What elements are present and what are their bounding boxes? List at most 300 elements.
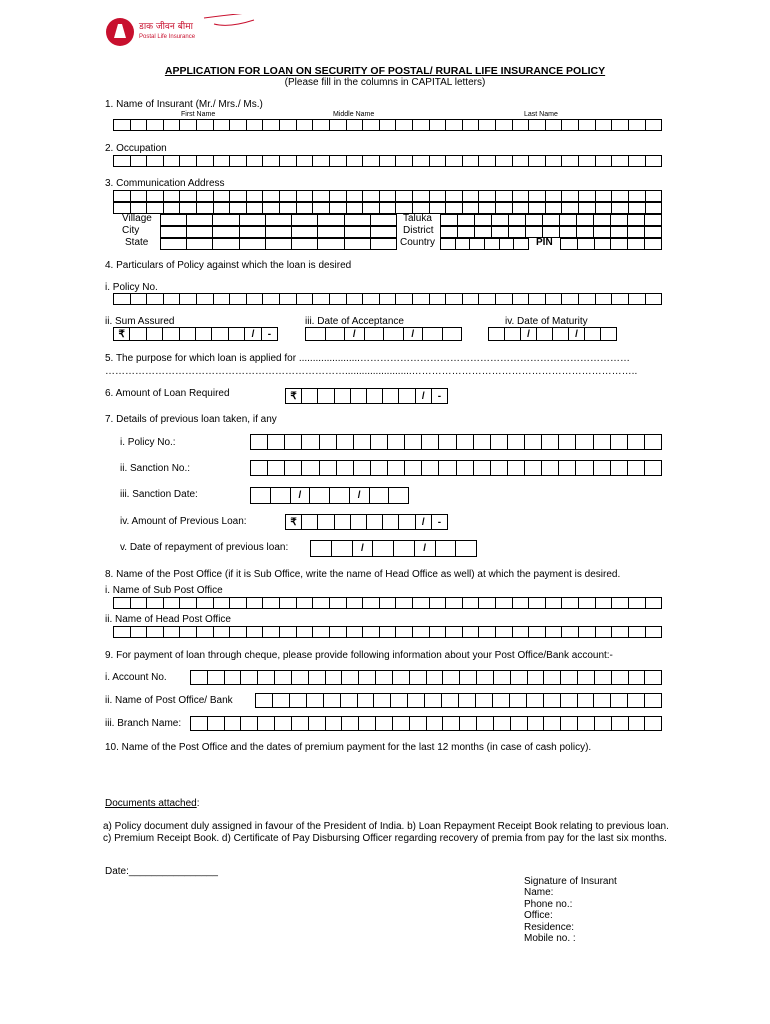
input-box[interactable] bbox=[436, 540, 457, 557]
input-box[interactable] bbox=[114, 293, 131, 305]
input-box[interactable] bbox=[513, 597, 530, 609]
input-box[interactable] bbox=[285, 460, 302, 476]
input-box[interactable] bbox=[513, 155, 530, 167]
input-box[interactable] bbox=[363, 119, 380, 131]
input-box[interactable] bbox=[208, 716, 225, 731]
input-box[interactable] bbox=[594, 460, 611, 476]
input-box[interactable] bbox=[561, 716, 578, 731]
input-box[interactable] bbox=[559, 434, 576, 450]
input-box[interactable] bbox=[380, 119, 397, 131]
input-box[interactable] bbox=[309, 670, 326, 685]
input-box[interactable] bbox=[363, 190, 380, 202]
input-box[interactable] bbox=[460, 670, 477, 685]
input-box[interactable]: / bbox=[291, 487, 311, 504]
input-box[interactable] bbox=[500, 238, 515, 250]
input-box[interactable] bbox=[441, 238, 456, 250]
input-box[interactable] bbox=[629, 155, 646, 167]
input-box[interactable] bbox=[459, 693, 476, 708]
input-box[interactable] bbox=[180, 155, 197, 167]
input-box[interactable] bbox=[491, 460, 508, 476]
input-box[interactable] bbox=[491, 434, 508, 450]
input-box[interactable] bbox=[371, 434, 388, 450]
input-box[interactable] bbox=[425, 693, 442, 708]
input-box[interactable] bbox=[358, 693, 375, 708]
input-box[interactable] bbox=[365, 327, 385, 341]
prev-loan-amount-boxes[interactable] bbox=[285, 514, 448, 530]
input-box[interactable] bbox=[405, 434, 422, 450]
occupation-boxes[interactable] bbox=[113, 155, 662, 167]
input-box[interactable]: ₹ bbox=[286, 514, 302, 530]
input-box[interactable] bbox=[147, 155, 164, 167]
input-box[interactable] bbox=[345, 238, 371, 250]
input-box[interactable] bbox=[542, 460, 559, 476]
address-line1-boxes[interactable] bbox=[113, 190, 662, 202]
input-box[interactable] bbox=[430, 119, 447, 131]
input-box[interactable] bbox=[180, 202, 197, 214]
input-box[interactable] bbox=[496, 202, 513, 214]
input-box[interactable] bbox=[114, 155, 131, 167]
input-box[interactable] bbox=[528, 716, 545, 731]
input-box[interactable] bbox=[347, 119, 364, 131]
input-box[interactable] bbox=[359, 716, 376, 731]
input-box[interactable] bbox=[292, 238, 318, 250]
input-box[interactable] bbox=[579, 202, 596, 214]
input-box[interactable] bbox=[258, 716, 275, 731]
input-box[interactable] bbox=[164, 597, 181, 609]
input-box[interactable] bbox=[240, 226, 266, 238]
input-box[interactable] bbox=[629, 626, 646, 638]
input-box[interactable] bbox=[475, 226, 492, 238]
input-box[interactable] bbox=[576, 434, 593, 450]
input-box[interactable] bbox=[513, 293, 530, 305]
input-box[interactable] bbox=[494, 670, 511, 685]
input-box[interactable] bbox=[646, 155, 663, 167]
input-box[interactable] bbox=[460, 716, 477, 731]
input-box[interactable] bbox=[318, 388, 334, 404]
input-box[interactable] bbox=[496, 119, 513, 131]
input-box[interactable] bbox=[363, 155, 380, 167]
input-box[interactable] bbox=[493, 693, 510, 708]
input-box[interactable] bbox=[562, 626, 579, 638]
input-box[interactable] bbox=[302, 388, 318, 404]
input-box[interactable] bbox=[180, 119, 197, 131]
input-box[interactable] bbox=[430, 597, 447, 609]
input-box[interactable] bbox=[363, 597, 380, 609]
input-box[interactable] bbox=[596, 202, 613, 214]
input-box[interactable] bbox=[363, 626, 380, 638]
input-box[interactable] bbox=[354, 460, 371, 476]
input-box[interactable] bbox=[285, 434, 302, 450]
input-box[interactable] bbox=[601, 327, 617, 341]
input-box[interactable] bbox=[470, 238, 485, 250]
input-box[interactable] bbox=[292, 670, 309, 685]
input-box[interactable] bbox=[147, 597, 164, 609]
input-box[interactable] bbox=[131, 626, 148, 638]
input-box[interactable] bbox=[562, 155, 579, 167]
input-box[interactable] bbox=[229, 327, 245, 341]
input-box[interactable] bbox=[332, 540, 353, 557]
input-box[interactable] bbox=[509, 226, 526, 238]
input-box[interactable] bbox=[594, 693, 611, 708]
input-box[interactable] bbox=[164, 293, 181, 305]
input-box[interactable]: / bbox=[353, 540, 374, 557]
input-box[interactable] bbox=[546, 626, 563, 638]
input-box[interactable] bbox=[131, 155, 148, 167]
input-box[interactable]: ₹ bbox=[114, 327, 130, 341]
input-box[interactable] bbox=[180, 597, 197, 609]
input-box[interactable] bbox=[324, 693, 341, 708]
input-box[interactable] bbox=[380, 190, 397, 202]
input-box[interactable] bbox=[163, 327, 179, 341]
input-box[interactable] bbox=[612, 626, 629, 638]
input-box[interactable] bbox=[546, 597, 563, 609]
input-box[interactable] bbox=[561, 670, 578, 685]
input-box[interactable] bbox=[363, 293, 380, 305]
input-box[interactable] bbox=[492, 226, 509, 238]
sub-post-office-boxes[interactable] bbox=[113, 597, 662, 609]
input-box[interactable]: / bbox=[350, 487, 370, 504]
input-box[interactable] bbox=[442, 693, 459, 708]
input-box[interactable] bbox=[496, 626, 513, 638]
input-box[interactable] bbox=[413, 119, 430, 131]
input-box[interactable] bbox=[559, 460, 576, 476]
input-box[interactable] bbox=[318, 238, 344, 250]
input-box[interactable] bbox=[373, 540, 394, 557]
input-box[interactable] bbox=[330, 119, 347, 131]
taluka-boxes[interactable] bbox=[440, 214, 662, 226]
input-box[interactable] bbox=[268, 460, 285, 476]
input-box[interactable] bbox=[330, 202, 347, 214]
input-box[interactable] bbox=[595, 670, 612, 685]
input-box[interactable] bbox=[477, 670, 494, 685]
input-box[interactable] bbox=[562, 293, 579, 305]
input-box[interactable] bbox=[443, 670, 460, 685]
input-box[interactable] bbox=[585, 327, 601, 341]
input-box[interactable] bbox=[367, 388, 383, 404]
input-box[interactable] bbox=[247, 119, 264, 131]
input-box[interactable] bbox=[313, 293, 330, 305]
input-box[interactable] bbox=[413, 293, 430, 305]
input-box[interactable] bbox=[191, 716, 208, 731]
input-box[interactable] bbox=[594, 434, 611, 450]
input-box[interactable] bbox=[496, 190, 513, 202]
input-box[interactable] bbox=[114, 119, 131, 131]
input-box[interactable] bbox=[263, 626, 280, 638]
branch-name-boxes[interactable] bbox=[190, 716, 662, 731]
input-box[interactable] bbox=[214, 293, 231, 305]
input-box[interactable] bbox=[196, 327, 212, 341]
input-box[interactable] bbox=[273, 693, 290, 708]
input-box[interactable] bbox=[410, 716, 427, 731]
input-box[interactable] bbox=[612, 190, 629, 202]
input-box[interactable] bbox=[313, 155, 330, 167]
date-maturity-boxes[interactable] bbox=[488, 327, 617, 341]
input-box[interactable] bbox=[376, 716, 393, 731]
input-box[interactable] bbox=[596, 597, 613, 609]
input-box[interactable] bbox=[611, 226, 628, 238]
input-box[interactable] bbox=[430, 293, 447, 305]
input-box[interactable] bbox=[297, 597, 314, 609]
state-boxes[interactable] bbox=[160, 238, 397, 250]
input-box[interactable] bbox=[396, 597, 413, 609]
input-box[interactable] bbox=[302, 460, 319, 476]
input-box[interactable] bbox=[396, 155, 413, 167]
input-box[interactable] bbox=[330, 626, 347, 638]
input-box[interactable] bbox=[230, 155, 247, 167]
input-box[interactable] bbox=[546, 293, 563, 305]
input-box[interactable] bbox=[396, 293, 413, 305]
input-box[interactable] bbox=[457, 460, 474, 476]
input-box[interactable] bbox=[131, 119, 148, 131]
input-box[interactable] bbox=[537, 327, 553, 341]
input-box[interactable] bbox=[268, 434, 285, 450]
input-box[interactable] bbox=[578, 693, 595, 708]
input-box[interactable] bbox=[578, 238, 595, 250]
input-box[interactable] bbox=[612, 293, 629, 305]
input-box[interactable] bbox=[529, 190, 546, 202]
input-box[interactable] bbox=[208, 670, 225, 685]
prev-policy-no-boxes[interactable] bbox=[250, 434, 662, 450]
input-box[interactable] bbox=[413, 190, 430, 202]
input-box[interactable] bbox=[595, 716, 612, 731]
input-box[interactable] bbox=[529, 626, 546, 638]
input-box[interactable] bbox=[388, 460, 405, 476]
policy-no-boxes[interactable] bbox=[113, 293, 662, 305]
input-box[interactable] bbox=[131, 597, 148, 609]
input-box[interactable] bbox=[645, 693, 662, 708]
input-box[interactable] bbox=[214, 190, 231, 202]
input-box[interactable] bbox=[280, 626, 297, 638]
input-box[interactable] bbox=[251, 487, 271, 504]
input-box[interactable] bbox=[596, 155, 613, 167]
input-box[interactable] bbox=[646, 202, 663, 214]
input-box[interactable] bbox=[430, 626, 447, 638]
input-box[interactable] bbox=[114, 190, 131, 202]
input-box[interactable] bbox=[347, 190, 364, 202]
input-box[interactable] bbox=[131, 190, 148, 202]
input-box[interactable] bbox=[595, 238, 612, 250]
input-box[interactable] bbox=[511, 670, 528, 685]
input-box[interactable] bbox=[351, 388, 367, 404]
input-box[interactable] bbox=[380, 597, 397, 609]
input-box[interactable] bbox=[612, 202, 629, 214]
input-box[interactable] bbox=[476, 693, 493, 708]
input-box[interactable] bbox=[544, 670, 561, 685]
input-box[interactable] bbox=[347, 597, 364, 609]
input-box[interactable] bbox=[391, 693, 408, 708]
input-box[interactable] bbox=[256, 693, 273, 708]
input-box[interactable] bbox=[359, 670, 376, 685]
input-box[interactable] bbox=[341, 693, 358, 708]
input-box[interactable] bbox=[326, 670, 343, 685]
input-box[interactable] bbox=[292, 226, 318, 238]
input-box[interactable] bbox=[297, 626, 314, 638]
input-box[interactable] bbox=[474, 434, 491, 450]
input-box[interactable] bbox=[330, 155, 347, 167]
input-box[interactable] bbox=[485, 238, 500, 250]
input-box[interactable] bbox=[342, 670, 359, 685]
input-box[interactable] bbox=[212, 327, 228, 341]
input-box[interactable] bbox=[408, 693, 425, 708]
input-box[interactable] bbox=[311, 540, 332, 557]
input-box[interactable] bbox=[297, 119, 314, 131]
address-line2-boxes[interactable] bbox=[113, 202, 662, 214]
input-box[interactable] bbox=[214, 119, 231, 131]
input-box[interactable] bbox=[335, 514, 351, 530]
input-box[interactable] bbox=[594, 214, 611, 226]
input-box[interactable] bbox=[546, 190, 563, 202]
input-box[interactable]: / bbox=[345, 327, 365, 341]
input-box[interactable] bbox=[560, 226, 577, 238]
input-box[interactable] bbox=[494, 716, 511, 731]
input-box[interactable] bbox=[474, 460, 491, 476]
input-box[interactable] bbox=[479, 626, 496, 638]
input-box[interactable] bbox=[313, 202, 330, 214]
input-box[interactable] bbox=[529, 293, 546, 305]
input-box[interactable] bbox=[271, 487, 291, 504]
input-box[interactable]: / bbox=[404, 327, 424, 341]
input-box[interactable] bbox=[508, 460, 525, 476]
input-box[interactable] bbox=[307, 693, 324, 708]
input-box[interactable] bbox=[180, 626, 197, 638]
input-box[interactable] bbox=[275, 716, 292, 731]
input-box[interactable] bbox=[280, 190, 297, 202]
input-box[interactable] bbox=[529, 597, 546, 609]
input-box[interactable] bbox=[645, 214, 662, 226]
input-box[interactable] bbox=[479, 293, 496, 305]
input-box[interactable] bbox=[579, 155, 596, 167]
input-box[interactable] bbox=[230, 626, 247, 638]
input-box[interactable] bbox=[496, 597, 513, 609]
input-box[interactable] bbox=[396, 119, 413, 131]
input-box[interactable] bbox=[347, 626, 364, 638]
input-box[interactable] bbox=[197, 202, 214, 214]
insurant-name-boxes[interactable] bbox=[113, 119, 662, 131]
input-box[interactable] bbox=[214, 626, 231, 638]
input-box[interactable] bbox=[187, 238, 213, 250]
input-box[interactable] bbox=[347, 202, 364, 214]
input-box[interactable] bbox=[393, 670, 410, 685]
input-box[interactable] bbox=[577, 214, 594, 226]
input-box[interactable] bbox=[313, 190, 330, 202]
input-box[interactable] bbox=[214, 155, 231, 167]
input-box[interactable] bbox=[544, 716, 561, 731]
input-box[interactable] bbox=[527, 693, 544, 708]
input-box[interactable] bbox=[513, 190, 530, 202]
input-box[interactable] bbox=[302, 514, 318, 530]
input-box[interactable] bbox=[508, 434, 525, 450]
input-box[interactable] bbox=[456, 540, 477, 557]
input-box[interactable] bbox=[114, 626, 131, 638]
input-box[interactable] bbox=[384, 327, 404, 341]
input-box[interactable] bbox=[479, 155, 496, 167]
input-box[interactable] bbox=[562, 190, 579, 202]
input-box[interactable] bbox=[213, 214, 239, 226]
input-box[interactable] bbox=[413, 597, 430, 609]
input-box[interactable] bbox=[292, 716, 309, 731]
input-box[interactable] bbox=[612, 716, 629, 731]
input-box[interactable] bbox=[629, 119, 646, 131]
date-field[interactable]: Date:________________ bbox=[105, 866, 218, 877]
input-box[interactable] bbox=[562, 119, 579, 131]
input-box[interactable]: - bbox=[262, 327, 278, 341]
input-box[interactable] bbox=[458, 226, 475, 238]
input-box[interactable] bbox=[463, 626, 480, 638]
input-box[interactable] bbox=[320, 434, 337, 450]
input-box[interactable] bbox=[318, 514, 334, 530]
input-box[interactable] bbox=[457, 434, 474, 450]
input-box[interactable] bbox=[161, 214, 187, 226]
input-box[interactable] bbox=[561, 693, 578, 708]
pin-boxes[interactable] bbox=[560, 238, 662, 250]
input-box[interactable] bbox=[529, 202, 546, 214]
input-box[interactable] bbox=[337, 460, 354, 476]
input-box[interactable]: / bbox=[569, 327, 585, 341]
input-box[interactable] bbox=[371, 460, 388, 476]
input-box[interactable] bbox=[596, 190, 613, 202]
input-box[interactable] bbox=[251, 434, 268, 450]
input-box[interactable]: / bbox=[521, 327, 537, 341]
input-box[interactable] bbox=[197, 626, 214, 638]
country-boxes[interactable] bbox=[440, 238, 529, 250]
input-box[interactable] bbox=[342, 716, 359, 731]
input-box[interactable] bbox=[546, 202, 563, 214]
input-box[interactable] bbox=[525, 434, 542, 450]
input-box[interactable] bbox=[596, 626, 613, 638]
input-box[interactable] bbox=[629, 670, 646, 685]
input-box[interactable]: / bbox=[416, 388, 432, 404]
input-box[interactable] bbox=[611, 238, 628, 250]
input-box[interactable] bbox=[197, 155, 214, 167]
input-box[interactable] bbox=[313, 597, 330, 609]
input-box[interactable] bbox=[263, 190, 280, 202]
input-box[interactable] bbox=[241, 670, 258, 685]
input-box[interactable]: - bbox=[432, 514, 448, 530]
input-box[interactable] bbox=[297, 155, 314, 167]
input-box[interactable] bbox=[371, 214, 397, 226]
input-box[interactable] bbox=[337, 434, 354, 450]
input-box[interactable] bbox=[496, 293, 513, 305]
input-box[interactable] bbox=[446, 626, 463, 638]
input-box[interactable] bbox=[309, 716, 326, 731]
input-box[interactable] bbox=[628, 693, 645, 708]
input-box[interactable] bbox=[345, 226, 371, 238]
input-box[interactable] bbox=[263, 293, 280, 305]
input-box[interactable] bbox=[645, 460, 662, 476]
input-box[interactable] bbox=[313, 626, 330, 638]
input-box[interactable] bbox=[510, 693, 527, 708]
date-acceptance-boxes[interactable] bbox=[305, 327, 462, 341]
input-box[interactable] bbox=[214, 202, 231, 214]
input-box[interactable] bbox=[147, 626, 164, 638]
input-box[interactable] bbox=[646, 597, 663, 609]
input-box[interactable] bbox=[263, 119, 280, 131]
input-box[interactable] bbox=[505, 327, 521, 341]
input-box[interactable] bbox=[463, 293, 480, 305]
input-box[interactable] bbox=[266, 214, 292, 226]
input-box[interactable] bbox=[611, 693, 628, 708]
input-box[interactable] bbox=[645, 238, 662, 250]
po-bank-name-boxes[interactable] bbox=[255, 693, 662, 708]
input-box[interactable] bbox=[430, 155, 447, 167]
input-box[interactable] bbox=[496, 155, 513, 167]
input-box[interactable] bbox=[579, 293, 596, 305]
input-box[interactable] bbox=[422, 460, 439, 476]
input-box[interactable] bbox=[164, 626, 181, 638]
input-box[interactable] bbox=[326, 327, 346, 341]
input-box[interactable] bbox=[297, 202, 314, 214]
input-box[interactable] bbox=[562, 202, 579, 214]
